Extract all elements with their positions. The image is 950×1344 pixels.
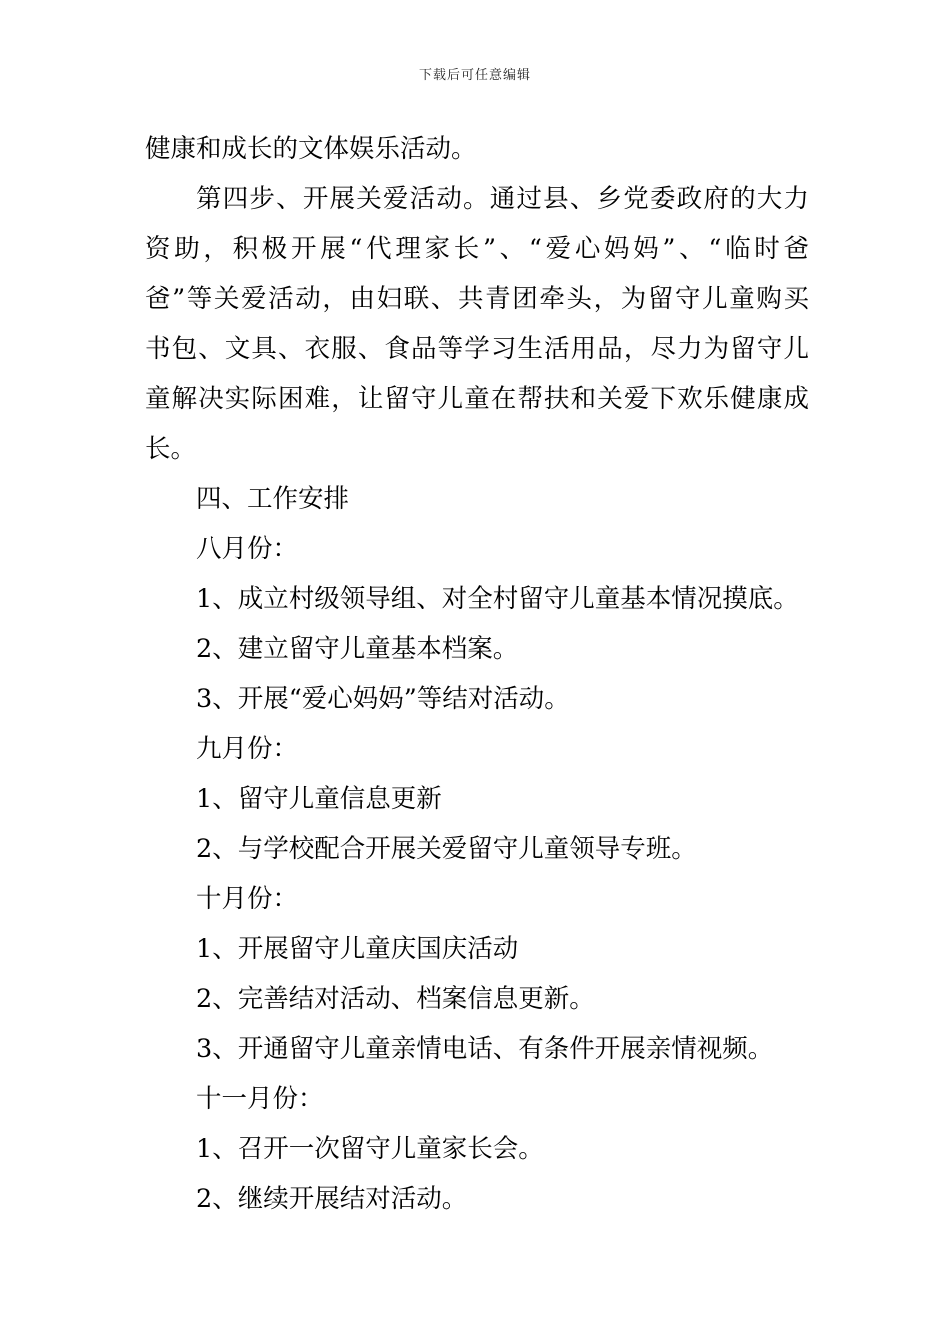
list-item: 2、完善结对活动、档案信息更新。 bbox=[196, 984, 595, 1014]
month-heading: 十一月份： bbox=[196, 1084, 324, 1114]
list-item: 1、开展留守儿童庆国庆活动 bbox=[196, 934, 519, 964]
month-heading: 八月份： bbox=[196, 534, 299, 564]
month-heading: 九月份： bbox=[196, 734, 299, 764]
paragraph-line: 长。 bbox=[145, 434, 197, 464]
paragraph-line: 爸”等关爱活动，由妇联、共青团牵头，为留守儿童购买 bbox=[145, 284, 809, 314]
list-item: 2、继续开展结对活动。 bbox=[196, 1184, 468, 1214]
paragraph-line: 书包、文具、衣服、食品等学习生活用品，尽力为留守儿 bbox=[145, 334, 809, 364]
paragraph-line: 第四步、开展关爱活动。通过县、乡党委政府的大力 bbox=[196, 184, 809, 214]
list-item: 1、成立村级领导组、对全村留守儿童基本情况摸底。 bbox=[196, 584, 799, 614]
list-item: 3、开通留守儿童亲情电话、有条件开展亲情视频。 bbox=[196, 1034, 774, 1064]
list-item: 1、留守儿童信息更新 bbox=[196, 784, 442, 814]
list-item: 2、与学校配合开展关爱留守儿童领导专班。 bbox=[196, 834, 697, 864]
paragraph-line: 资助，积极开展“代理家长”、“爱心妈妈”、“临时爸 bbox=[145, 234, 809, 264]
paragraph-line: 童解决实际困难，让留守儿童在帮扶和关爱下欢乐健康成 bbox=[145, 384, 809, 414]
page-header-note: 下载后可任意编辑 bbox=[418, 68, 531, 83]
list-item: 3、开展“爱心妈妈”等结对活动。 bbox=[196, 684, 570, 714]
list-item: 1、召开一次留守儿童家长会。 bbox=[196, 1134, 544, 1164]
list-item: 2、建立留守儿童基本档案。 bbox=[196, 634, 519, 664]
month-heading: 十月份： bbox=[196, 884, 299, 914]
section-heading: 四、工作安排 bbox=[196, 484, 350, 514]
paragraph-line: 健康和成长的文体娱乐活动。 bbox=[145, 134, 477, 164]
document-body bbox=[145, 124, 809, 1224]
